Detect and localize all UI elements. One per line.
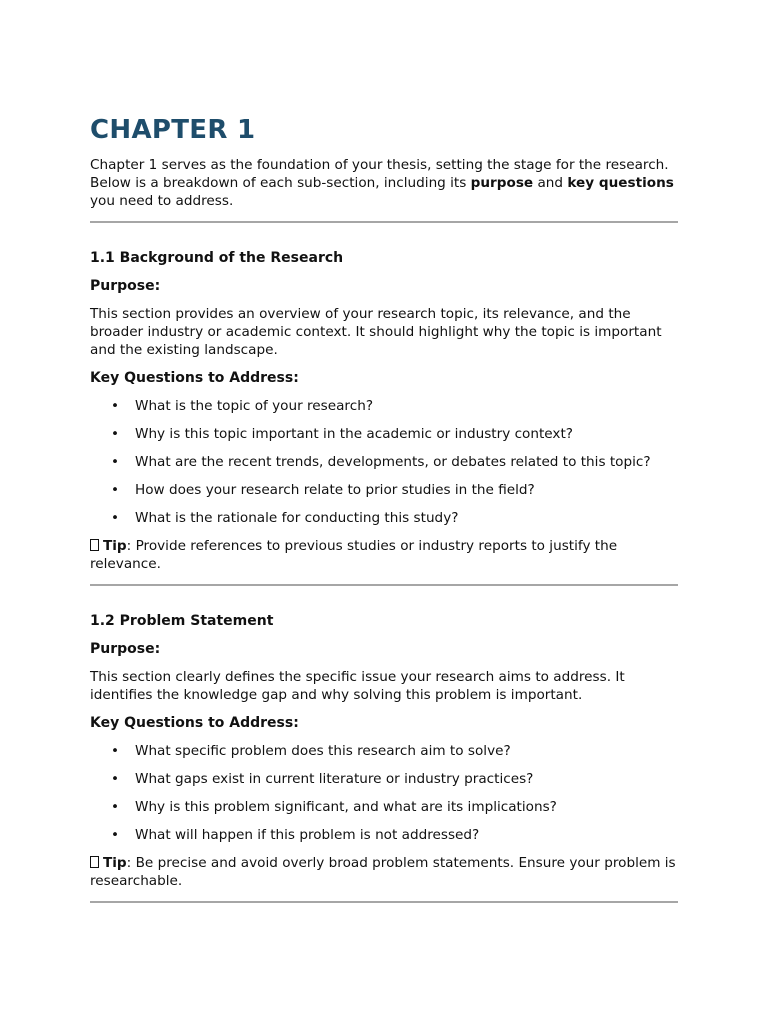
question-text: How does your research relate to prior studies in the field?: [135, 482, 535, 498]
section-background: [90, 223, 678, 573]
list-item: [90, 397, 678, 415]
intro-text-3: you need to address.: [90, 193, 234, 209]
question-text: What will happen if this problem is not addressed?: [135, 827, 480, 843]
list-item: [90, 770, 678, 788]
tip-paragraph: [90, 854, 678, 890]
tip-text: : Be precise and avoid overly broad problem statements. Ensure your problem is researchable.: [90, 855, 676, 889]
document-content: [90, 113, 678, 903]
intro-text-2: and: [533, 175, 568, 191]
tip-paragraph: [90, 537, 678, 573]
questions-list: [90, 397, 678, 527]
bullet-icon: •: [111, 398, 120, 414]
question-text: What is the topic of your research?: [135, 398, 374, 414]
question-text: What is the rationale for conducting this study?: [135, 510, 459, 526]
question-text: What gaps exist in current literature or industry practices?: [135, 771, 534, 787]
list-item: [90, 509, 678, 527]
question-text: What are the recent trends, developments, or debates related to this topic?: [135, 454, 651, 470]
purpose-text: This section provides an overview of your research topic, its relevance, and the broader industry or academic context. It should highlight why the topic is important and the existing landscape.: [90, 306, 662, 358]
bullet-icon: •: [111, 426, 120, 442]
tip-label: Tip: [103, 855, 127, 871]
section-title: 1.1 Background of the Research: [90, 250, 344, 266]
bullet-icon: •: [111, 454, 120, 470]
question-text: What specific problem does this research aim to solve?: [135, 743, 511, 759]
list-item: [90, 481, 678, 499]
intro-bold-purpose: purpose: [470, 175, 534, 191]
tip-glyph-icon: [90, 539, 99, 551]
bullet-icon: •: [111, 510, 120, 526]
list-item: [90, 742, 678, 760]
purpose-label: Purpose:: [90, 278, 161, 294]
intro-text-1: Chapter 1 serves as the foundation of your thesis, setting the stage for the research. Below is a breakdown of each sub-section, including its: [90, 157, 669, 191]
list-item: [90, 453, 678, 471]
tip-glyph-icon: [90, 856, 99, 868]
bullet-icon: •: [111, 482, 120, 498]
bullet-icon: •: [111, 743, 120, 759]
list-item: [90, 798, 678, 816]
tip-text: : Provide references to previous studies or industry reports to justify the relevance.: [90, 538, 618, 572]
section-problem-statement: [90, 586, 678, 890]
questions-list: [90, 742, 678, 844]
section-title: 1.2 Problem Statement: [90, 613, 274, 629]
intro-bold-key-questions: key questions: [567, 175, 674, 191]
bullet-icon: •: [111, 799, 120, 815]
question-text: Why is this problem significant, and what are its implications?: [135, 799, 557, 815]
section-divider: [90, 901, 678, 903]
tip-label: Tip: [103, 538, 127, 554]
list-item: [90, 826, 678, 844]
purpose-text: This section clearly defines the specific issue your research aims to address. It identifies the knowledge gap and why solving this problem is important.: [90, 669, 625, 703]
purpose-label: Purpose:: [90, 641, 161, 657]
bullet-icon: •: [111, 827, 120, 843]
questions-label: Key Questions to Address:: [90, 715, 299, 731]
chapter-intro: [90, 156, 678, 210]
list-item: [90, 425, 678, 443]
questions-label: Key Questions to Address:: [90, 370, 299, 386]
question-text: Why is this topic important in the academic or industry context?: [135, 426, 574, 442]
bullet-icon: •: [111, 771, 120, 787]
chapter-title: CHAPTER 1: [90, 115, 256, 145]
